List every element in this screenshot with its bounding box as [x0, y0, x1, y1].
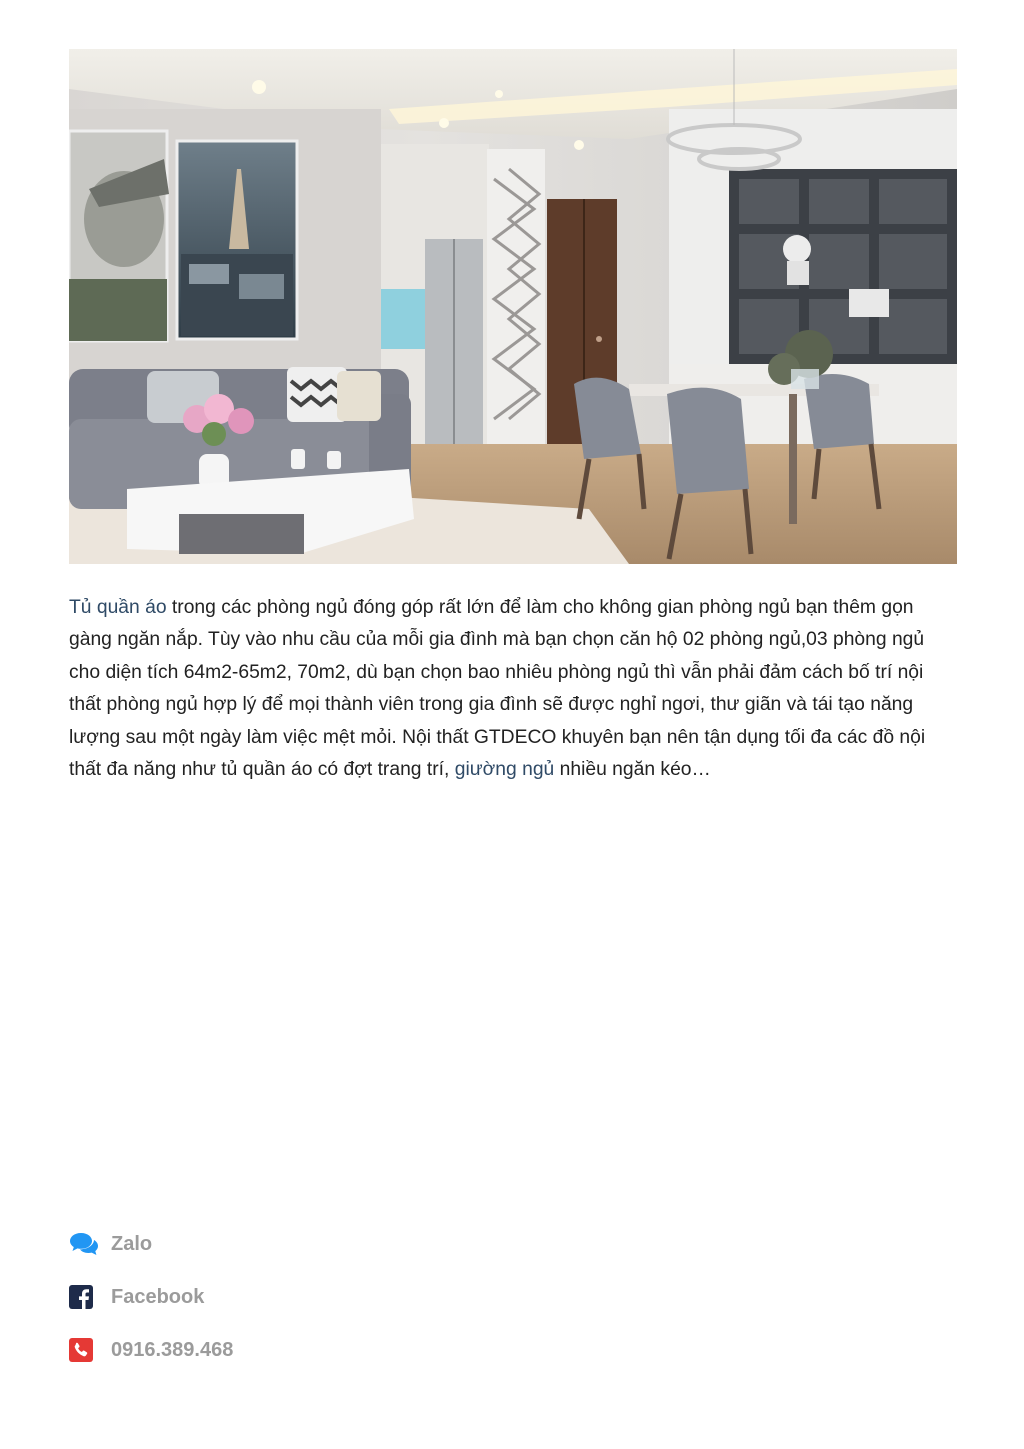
bed-link[interactable]: giường ngủ: [454, 759, 555, 781]
contact-label-zalo: Zalo: [111, 1232, 153, 1255]
phone-icon: [69, 1336, 99, 1364]
facebook-icon: [69, 1283, 99, 1311]
hero-image: [69, 49, 957, 564]
article-text-part2: nhiều ngăn kéo…: [554, 759, 711, 781]
contact-label-facebook: Facebook: [111, 1285, 205, 1308]
room-illustration: [69, 49, 957, 564]
contact-facebook[interactable]: [69, 1281, 469, 1313]
article-text: [69, 592, 959, 786]
contact-zalo[interactable]: [69, 1228, 469, 1260]
contact-label-phone: 0916.389.468: [111, 1338, 234, 1361]
article-paragraph: [69, 592, 959, 786]
article-text-part1: trong các phòng ngủ đóng góp rất lớn để làm cho không gian phòng ngủ bạn thêm gọn gàng ngăn nắp. Tùy vào nhu cầu của mỗi gia đình mà bạn chọn căn hộ 02 phòng ngủ,03 phòng ngủ cho diện tích 64m2-65m2, 70m2, dù bạn chọn bao nhiêu phòng ngủ thì vẫn phải đảm cách bố trí nội thất phòng ngủ hợp lý để mọi thành viên trong gia đình sẽ được nghỉ ngơi, thư giãn và tái tạo năng lượng sau một ngày làm việc mệt mỏi. Nội thất GTDECO khuyên bạn nên tận dụng tối đa các đồ nội thất đa năng như tủ quần áo có đợt trang trí,: [69, 597, 926, 781]
chat-icon: [69, 1230, 99, 1258]
contact-phone[interactable]: [69, 1334, 469, 1366]
contact-list: [69, 1228, 469, 1387]
wardrobe-link[interactable]: Tủ quần áo: [69, 597, 167, 618]
